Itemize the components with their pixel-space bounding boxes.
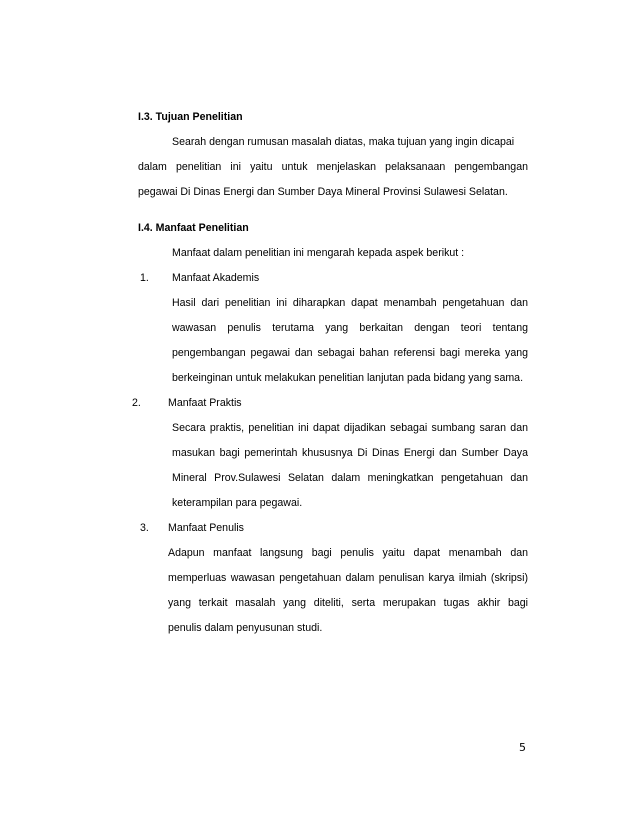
paragraph-line: masukan bagi pemerintah khususnya Di Dinas Energi dan Sumber Daya [172, 447, 528, 459]
paragraph-line: pegawai Di Dinas Energi dan Sumber Daya Mineral Provinsi Sulawesi Selatan. [138, 186, 508, 198]
paragraph-line: berkeinginan untuk melakukan penelitian lanjutan pada bidang yang sama. [172, 372, 524, 384]
list-item-number: 3. [140, 522, 149, 534]
paragraph-line: yang terkait masalah yang diteliti, serta merupakan tugas akhir bagi [168, 597, 528, 609]
paragraph-line: keterampilan para pegawai. [172, 497, 303, 509]
paragraph-line: Secara praktis, penelitian ini dapat dijadikan sebagai sumbang saran dan [172, 422, 528, 434]
paragraph-line: wawasan penulis terutama yang berkaitan dengan teori tentang [172, 322, 528, 334]
paragraph-line: Adapun manfaat langsung bagi penulis yaitu dapat menambah dan [168, 547, 528, 559]
paragraph-line: Hasil dari penelitian ini diharapkan dapat menambah pengetahuan dan [172, 297, 528, 309]
page-number: 5 [519, 741, 526, 754]
paragraph-line: Mineral Prov.Sulawesi Selatan dalam meningkatkan pengetahuan dan [172, 472, 528, 484]
paragraph-line: Manfaat dalam penelitian ini mengarah kepada aspek berikut : [172, 247, 465, 259]
paragraph-line: memperluas wawasan pengetahuan dalam penulisan karya ilmiah (skripsi) [168, 572, 528, 584]
paragraph-line: pengembangan pegawai dan sebagai bahan referensi bagi mereka yang [172, 347, 528, 359]
list-item-title: Manfaat Akademis [172, 272, 260, 284]
list-item-number: 2. [132, 397, 141, 409]
paragraph-line: dalam penelitian ini yaitu untuk menjelaskan pelaksanaan pengembangan [138, 161, 528, 173]
section-heading-manfaat: I.4. Manfaat Penelitian [138, 222, 249, 234]
list-item-title: Manfaat Penulis [168, 522, 244, 534]
list-item-title: Manfaat Praktis [168, 397, 242, 409]
list-item-number: 1. [140, 272, 149, 284]
paragraph-line: penulis dalam penyusunan studi. [168, 622, 323, 634]
paragraph-line: Searah dengan rumusan masalah diatas, maka tujuan yang ingin dicapai [172, 136, 515, 148]
section-heading-tujuan: I.3. Tujuan Penelitian [138, 111, 243, 123]
